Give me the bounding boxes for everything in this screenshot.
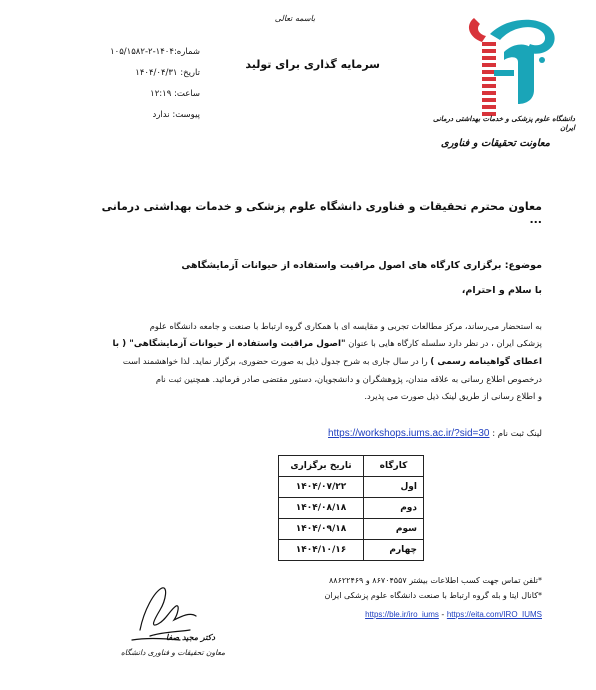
- registration-link[interactable]: https://workshops.iums.ac.ir/?sid=30: [328, 428, 490, 439]
- basmala: باسمه تعالی: [274, 14, 316, 23]
- table-row: [279, 498, 424, 519]
- schedule-table: [278, 455, 424, 561]
- workshop-cell: سوم: [364, 519, 424, 540]
- university-name: دانشگاه علوم پزشکی و خدمات بهداشتی درمانی ایران: [433, 114, 575, 132]
- contact-phone: *تلفن تماس جهت کسب اطلاعات بیشتر ۸۶۷۰۴۵۵۷ و ۸۸۶۲۲۴۶۹: [328, 576, 542, 585]
- letter-date: تاریخ: ۱۴۰۴/۰۴/۳۱: [135, 68, 200, 78]
- letter-time: ساعت: ۱۲:۱۹: [150, 89, 200, 99]
- workshop-cell: اول: [364, 477, 424, 498]
- letter-meta: [40, 42, 200, 126]
- header-workshop: کارگاه: [364, 456, 424, 477]
- date-cell: ۱۴۰۴/۰۹/۱۸: [279, 519, 364, 540]
- letter-number: شماره:۱۴۰۴-۲-۱۰۵/۱۵۸۲: [110, 47, 200, 57]
- bale-link[interactable]: https://ble.ir/iro_iums: [365, 610, 439, 619]
- channel-links: [240, 610, 542, 619]
- contact-channels: *کانال ایتا و بله گروه ارتباط با صنعت دانشگاه علوم پزشکی ایران: [324, 591, 542, 600]
- body-line: و اطلاع رسانی از طریق لینک ذیل صورت می پذیرد.: [364, 391, 542, 401]
- registration-label: لینک ثبت نام :: [492, 429, 542, 439]
- table-header-row: [279, 456, 424, 477]
- table-row: [279, 477, 424, 498]
- workshop-cell: چهارم: [364, 540, 424, 561]
- link-separator: -: [438, 610, 447, 619]
- date-cell: ۱۴۰۴/۱۰/۱۶: [279, 540, 364, 561]
- body-line: به استحضار می‌رساند، مرکز مطالعات تجربی و مقایسه ای با همکاری گروه ارتباط با صنعت و جامعه دانشگاه علوم: [149, 321, 542, 331]
- greeting: با سلام و احترام،: [461, 285, 542, 296]
- date-cell: ۱۴۰۴/۰۸/۱۸: [279, 498, 364, 519]
- workshop-title: "اصول مراقبت واستفاده از حیوانات آزمایشگاهی" ( با: [112, 339, 346, 349]
- department-name: معاونت تحقیقات و فناوری: [440, 138, 550, 149]
- body-line: پزشکی ایران ، در نظر دارد سلسله کارگاه هایی با عنوان "اصول مراقبت واستفاده از حیوانات آزمایشگاهی" ( با: [112, 338, 542, 349]
- signatory-name: دکتر مجید صفا: [165, 632, 215, 642]
- letter-body: [40, 318, 542, 405]
- subject-text: برگزاری کارگاه های اصول مراقبت واستفاده از حیوانات آزمایشگاهی: [181, 260, 502, 271]
- subject-label: موضوع:: [504, 260, 542, 271]
- table-row: [279, 519, 424, 540]
- table-row: [279, 540, 424, 561]
- subject: [40, 260, 542, 271]
- header-date: تاریخ برگزاری: [279, 456, 364, 477]
- letter-attachment: پیوست: ندارد: [152, 110, 200, 120]
- body-line: اعطای گواهینامه رسمی ) را در سال جاری به شرح جدول ذیل به صورت حضوری، برگزار نماید. لذا خواهشمند است: [122, 356, 542, 367]
- date-cell: ۱۴۰۴/۰۷/۲۲: [279, 477, 364, 498]
- recipient: معاون محترم تحقیقات و فناوری دانشگاه علوم پزشکی و خدمات بهداشتی درمانی ...: [101, 200, 542, 226]
- university-logo: [430, 12, 570, 182]
- workshop-cell: دوم: [364, 498, 424, 519]
- eita-link[interactable]: https://eita.com/IRO_IUMS: [446, 610, 542, 619]
- body-line: درخصوص اطلاع رسانی به علاقه مندان، پژوهشگران و دانشجویان، دستور مقتضی صادر فرمائید. همچنین ثبت نام: [155, 374, 542, 384]
- registration-row: [40, 428, 542, 439]
- certificate-note: اعطای گواهینامه رسمی ): [430, 357, 542, 367]
- signatory-title: معاون تحقیقات و فناوری دانشگاه: [120, 648, 225, 657]
- university-emblem-icon: [430, 12, 570, 122]
- letter-slogan: سرمایه گذاری برای تولید: [245, 58, 380, 71]
- contact-info: [240, 573, 542, 603]
